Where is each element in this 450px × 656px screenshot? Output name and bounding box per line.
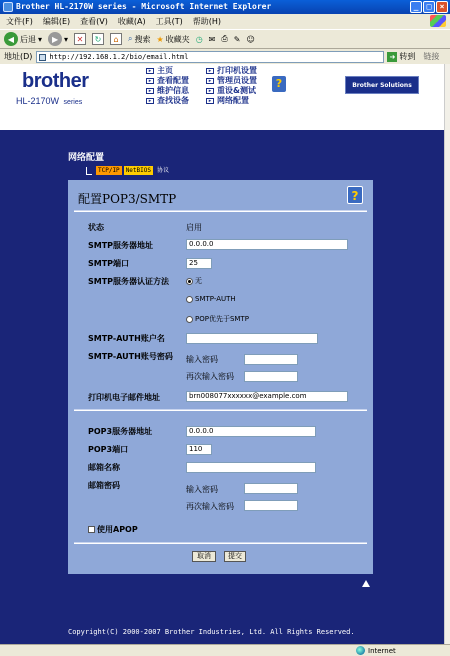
crumb-protocol[interactable]: 协议 <box>156 167 169 174</box>
menu-edit[interactable]: 编辑(E) <box>42 17 71 26</box>
printer-email-label: 打印机电子邮件地址 <box>88 393 160 402</box>
arrow-icon: ▸ <box>206 78 214 84</box>
go-label: 转到 <box>399 52 416 61</box>
nav-right <box>206 66 257 106</box>
arrow-icon: ▸ <box>206 68 214 74</box>
mailbox-password-input[interactable] <box>244 483 298 494</box>
search-label: 搜索 <box>134 34 151 44</box>
radio-selected-icon <box>186 278 193 285</box>
auth-none-radio[interactable]: 无 <box>186 276 202 286</box>
help-icon[interactable]: ? <box>272 76 286 92</box>
stop-icon[interactable]: ✕ <box>74 33 86 45</box>
divider <box>74 210 367 212</box>
radio-icon <box>186 316 193 323</box>
ie-icon <box>3 2 13 12</box>
submit-button[interactable]: 提交 <box>224 551 246 562</box>
go-button[interactable] <box>387 51 415 62</box>
page-scrollbar[interactable] <box>444 64 450 644</box>
toolbar <box>0 29 450 49</box>
reenter-password-label: 再次输入密码 <box>186 372 234 381</box>
mail-icon[interactable]: ✉ <box>208 34 216 44</box>
smtp-user-input[interactable] <box>186 333 318 344</box>
mailbox-name-input[interactable] <box>186 462 316 473</box>
smtp-password-input[interactable] <box>244 354 298 365</box>
series-label: series <box>63 99 83 106</box>
nav-printer-settings[interactable]: ▸ 打印机设置 <box>206 66 257 76</box>
smtp-server-input[interactable]: 0.0.0.0 <box>186 239 348 250</box>
mailbox-name-label: 邮箱名称 <box>88 463 120 472</box>
page-title: 配置POP3/SMTP <box>78 192 177 206</box>
smtp-port-input[interactable]: 25 <box>186 258 212 269</box>
links-button[interactable]: 链接 <box>423 52 440 61</box>
menu-favorites[interactable]: 收藏(A) <box>117 17 146 26</box>
status-value: 启用 <box>186 223 202 232</box>
mailbox-password-confirm-input[interactable] <box>244 500 298 511</box>
address-url: http://192.168.1.2/bio/email.html <box>49 52 189 61</box>
radio-icon <box>186 296 193 303</box>
page-icon <box>39 54 46 61</box>
zone-label: Internet <box>368 646 396 655</box>
menu-view[interactable]: 查看(V) <box>80 17 108 26</box>
enter-password-label: 输入密码 <box>186 485 218 494</box>
pop3-smtp-panel <box>68 180 373 574</box>
window-title-bar <box>0 0 450 14</box>
tree-line-icon <box>86 167 92 175</box>
messenger-icon[interactable]: ☺ <box>246 34 255 44</box>
checkbox-icon <box>88 526 95 533</box>
windows-logo-icon <box>430 15 446 27</box>
help-icon[interactable]: ? <box>347 186 363 204</box>
nav-admin-settings[interactable]: ▸ 管理员设置 <box>206 76 257 86</box>
nav-find-device[interactable]: ▸ 查找设备 <box>146 96 189 106</box>
menu-help[interactable]: 帮助(H) <box>192 17 221 26</box>
search-button[interactable] <box>128 34 150 45</box>
maximize-button[interactable]: □ <box>423 1 435 13</box>
history-button[interactable] <box>196 35 203 44</box>
nav-view-config[interactable]: ▸ 查看配置 <box>146 76 189 86</box>
nav-home[interactable]: ▸ 主页 <box>146 66 189 76</box>
back-button[interactable] <box>4 32 42 46</box>
address-bar <box>0 49 450 64</box>
arrow-icon: ▸ <box>206 88 214 94</box>
mailbox-pass-label: 邮箱密码 <box>88 481 120 490</box>
chevron-down-icon: ▾ <box>38 34 43 44</box>
address-input[interactable] <box>36 51 384 63</box>
copyright: Copyright(C) 2000-2007 Brother Industries, Ltd. All Rights Reserved. <box>68 628 355 636</box>
chevron-down-icon: ▾ <box>64 34 69 44</box>
auth-pop-before-smtp-radio[interactable]: POP优先于SMTP <box>186 314 249 324</box>
pop3-port-label: POP3端口 <box>88 445 129 454</box>
smtp-server-label: SMTP服务器地址 <box>88 241 154 250</box>
apop-checkbox[interactable]: 使用APOP <box>88 524 138 535</box>
menu-tools[interactable]: 工具(T) <box>155 17 183 26</box>
reenter-password-label: 再次输入密码 <box>186 502 234 511</box>
cancel-button[interactable]: 取消 <box>192 551 216 562</box>
close-button[interactable]: × <box>436 1 448 13</box>
history-icon: ◷ <box>195 34 203 44</box>
home-icon[interactable]: ⌂ <box>110 33 122 45</box>
menu-bar <box>0 14 450 29</box>
status-label: 状态 <box>88 223 104 232</box>
favorites-button[interactable] <box>157 34 190 45</box>
smtp-pass-label: SMTP-AUTH账号密码 <box>88 352 173 361</box>
arrow-icon: ▸ <box>146 98 154 104</box>
arrow-icon: ▸ <box>206 98 214 104</box>
crumb-tcpip[interactable]: TCP/IP <box>98 167 120 174</box>
refresh-icon[interactable]: ↻ <box>92 33 104 45</box>
go-arrow-icon: ➜ <box>387 52 397 62</box>
brother-header <box>0 64 444 140</box>
forward-button[interactable] <box>48 32 68 46</box>
back-label: 后退 <box>20 34 36 44</box>
nav-left <box>146 66 189 106</box>
status-bar <box>0 644 450 656</box>
pop3-port-input[interactable]: 110 <box>186 444 212 455</box>
smtp-auth-label: SMTP服务器认证方法 <box>88 277 170 286</box>
window-title: Brother HL-2170W series - Microsoft Internet Explorer <box>16 2 272 11</box>
pop3-server-label: POP3服务器地址 <box>88 427 153 436</box>
star-icon: ★ <box>156 34 164 44</box>
model-name <box>16 96 82 106</box>
security-zone <box>356 646 396 655</box>
breadcrumb <box>86 166 171 175</box>
favorites-label: 收藏夹 <box>165 34 190 44</box>
section-title: 网络配置 <box>68 153 105 163</box>
search-icon: ⌕ <box>128 34 133 43</box>
pop3-server-input[interactable]: 0.0.0.0 <box>186 426 316 437</box>
arrow-icon: ▸ <box>146 68 154 74</box>
globe-icon <box>356 646 365 655</box>
nav-maintenance[interactable]: ▸ 维护信息 <box>146 86 189 96</box>
forward-arrow-icon: ▶ <box>48 32 62 46</box>
nav-network-config[interactable]: ▸ 网络配置 <box>206 96 257 106</box>
crumb-netbios[interactable]: NetBIOS <box>125 167 151 174</box>
arrow-icon: ▸ <box>146 88 154 94</box>
model-label: HL-2170W <box>16 96 60 106</box>
minimize-button[interactable]: _ <box>410 1 422 13</box>
enter-password-label: 输入密码 <box>186 355 218 364</box>
arrow-icon: ▸ <box>146 78 154 84</box>
window-controls <box>410 1 448 13</box>
address-label: 地址(D) <box>4 52 33 61</box>
smtp-port-label: SMTP端口 <box>88 259 130 268</box>
auth-smtp-radio[interactable]: SMTP-AUTH <box>186 295 236 303</box>
brother-logo: brother <box>22 70 89 92</box>
back-arrow-icon: ◀ <box>4 32 18 46</box>
smtp-password-confirm-input[interactable] <box>244 371 298 382</box>
menu-file[interactable]: 文件(F) <box>6 17 33 26</box>
print-icon[interactable]: ⎙ <box>221 34 228 43</box>
divider <box>74 409 367 411</box>
edit-icon[interactable]: ✎ <box>233 34 241 44</box>
solutions-center-button[interactable]: Brother Solutions Center <box>345 76 419 94</box>
smtp-user-label: SMTP-AUTH账户名 <box>88 334 165 343</box>
page-content <box>0 64 450 644</box>
printer-email-input[interactable]: brn008077xxxxxx@example.com <box>186 391 348 402</box>
divider <box>74 542 367 544</box>
nav-reset-test[interactable]: ▸ 重设&测试 <box>206 86 257 96</box>
back-to-top-icon[interactable] <box>362 580 370 587</box>
